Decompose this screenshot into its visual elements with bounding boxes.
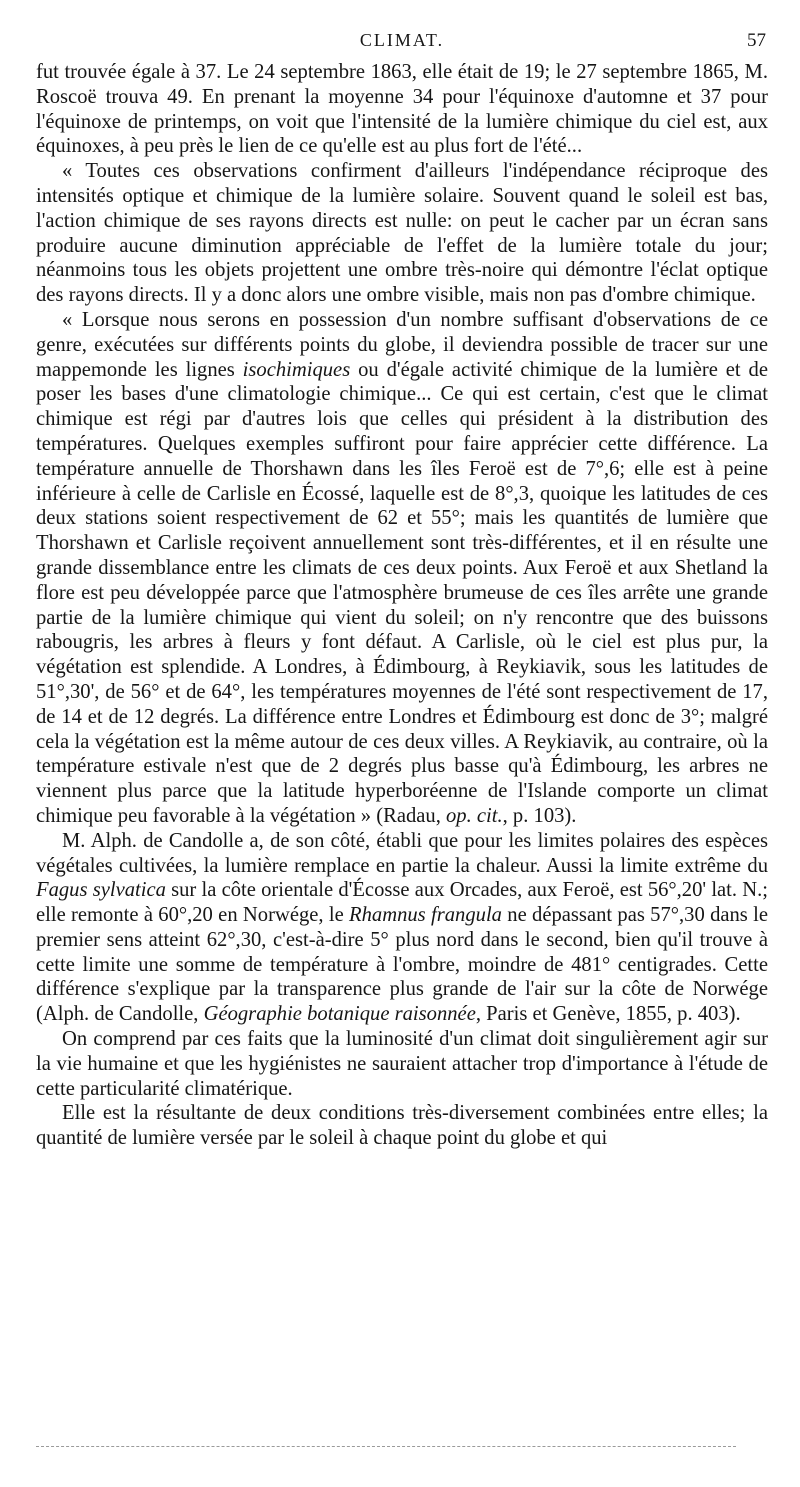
- text-segment: M. Alph. de Candolle a, de son côté, établi que pour les limites polaires des espèces végétales cultivées, la lumière remplace en partie la chaleur. Aussi la limite extrême du: [36, 829, 768, 877]
- italic-text-segment: op. cit.: [446, 804, 503, 827]
- italic-text-segment: Géographie botanique raisonnée: [203, 1003, 476, 1026]
- footer-rule: [36, 1446, 736, 1447]
- text-segment: ne dépassant pas 57°,30 dans le premier sens atteint 62°,30, c'est-à-dire 5° plus nord dans le second, bien qu'il trouve à cette limite une somme de température à l'ombre, moindre de 481° centigrades. Cette différence s'explique par la transparence plus grande de l'air sur la côte de Norwége (Alph. de Candolle,: [36, 904, 768, 1026]
- italic-text-segment: isochimiques: [242, 358, 351, 381]
- text-segment: Elle est la résultante de deux conditions très-diversement combinées entre elles; la quantité de lumière versée par le soleil à chaque point du globe et qui: [36, 1102, 768, 1150]
- running-title: CLIMAT.: [359, 30, 445, 50]
- text-segment: fut trouvée égale à 37. Le 24 septembre 1863, elle était de 19; le 27 septembre 1865, M. Roscoë trouva 49. En prenant la moyenne 34 pour l'équinoxe d'automne et 37 pour l'équinoxe de printemps, on voit que l'intensité de la lumière chimique du ciel est, aux équinoxes, à peu près le lien de ce qu'elle est au plus fort de l'été...: [36, 61, 768, 158]
- text-segment: On comprend par ces faits que la luminosité d'un climat doit singulièrement agir sur la vie humaine et que les hygiénistes ne sauraient attacher trop d'importance à l'étude de cette particularité climatérique.: [36, 1028, 768, 1100]
- paragraph-5: [36, 1027, 768, 1101]
- running-head: [36, 26, 768, 60]
- paragraph-6: [36, 1101, 768, 1151]
- text-segment: , p. 103).: [502, 804, 577, 827]
- text-segment: « Lorsque nous serons en possession d'un nombre suffisant d'observations de ce genre, exécutées sur différents points du globe, il deviendra possible de tracer sur une mappemonde les lignes: [36, 308, 768, 381]
- paragraph-2: [36, 159, 768, 308]
- paragraph-3: [36, 308, 768, 829]
- body-text: [36, 60, 768, 1151]
- text-segment: , Paris et Genève, 1855, p. 403).: [475, 1003, 741, 1026]
- italic-text-segment: Fagus sylvatica: [36, 879, 166, 902]
- page-number: 57: [747, 30, 766, 51]
- italic-text-segment: Rhamnus frangula: [349, 904, 502, 927]
- text-segment: sur la côte orientale d'Écosse aux Orcades, aux Feroë, est 56°,20' lat. N.; elle remonte à 60°,20 en Norwége, le: [36, 879, 769, 927]
- text-segment: ou d'égale activité chimique de la lumière et de poser les bases d'une climatologie chimique... Ce qui est certain, c'est que le climat chimique est régi par d'autres lois que celles qui président à la distribution des températures. Quelques exemples suffiront pour faire apprécier cette différence. La température annuelle de Thorshawn dans les îles Feroë est de 7°,6; elle est à peine inférieure à celle de Carlisle en Écossé, laquelle est de 8°,3, quoique les latitudes de ces deux stations soient respectivement de 62 et 55°; mais les quantités de lumière que Thorshawn et Carlisle reçoivent annuellement sont très-différentes, et il en résulte une grande dissemblance entre les climats de ces deux points. Aux Feroë et aux Shetland la flore est peu développée parce que l'atmosphère brumeuse de ces îles arrête une grande partie de la lumière chimique qui vient du soleil; on n'y rencontre que des buissons rabougris, les arbres à fleurs y font défaut. A Carlisle, où le ciel est plus pur, la végétation est splendide. A Londres, à Édimbourg, à Reykiavik, sous les latitudes de 51°,30', de 56° et de 64°, les températures moyennes de l'été sont respectivement de 17, de 14 et de 12 degrés. La différence entre Londres et Édimbourg est donc de 3°; malgré cela la végétation est la même autour de ces deux villes. A Reykiavik, au contraire, où la température estivale n'est que de 2 degrés plus basse qu'à Édimbourg, les arbres ne viennent plus parce que la latitude hyperboréenne de l'Islande comporte un climat chimique peu favorable à la végétation » (Radau,: [36, 358, 768, 827]
- text-segment: « Toutes ces observations confirment d'ailleurs l'indépendance réciproque des intensités optique et chimique de la lumière solaire. Souvent quand le soleil est bas, l'action chimique de ses rayons directs est nulle: on peut le cacher par un écran sans produire aucune diminution appréciable de l'effet de la lumière totale du jour; néanmoins tous les objets projettent une ombre très-noire qui démontre l'éclat optique des rayons directs. Il y a donc alors une ombre visible, mais non pas d'ombre chimique.: [36, 160, 768, 307]
- book-page: [36, 26, 768, 1466]
- paragraph-1: [36, 60, 768, 159]
- paragraph-4: [36, 829, 768, 1027]
